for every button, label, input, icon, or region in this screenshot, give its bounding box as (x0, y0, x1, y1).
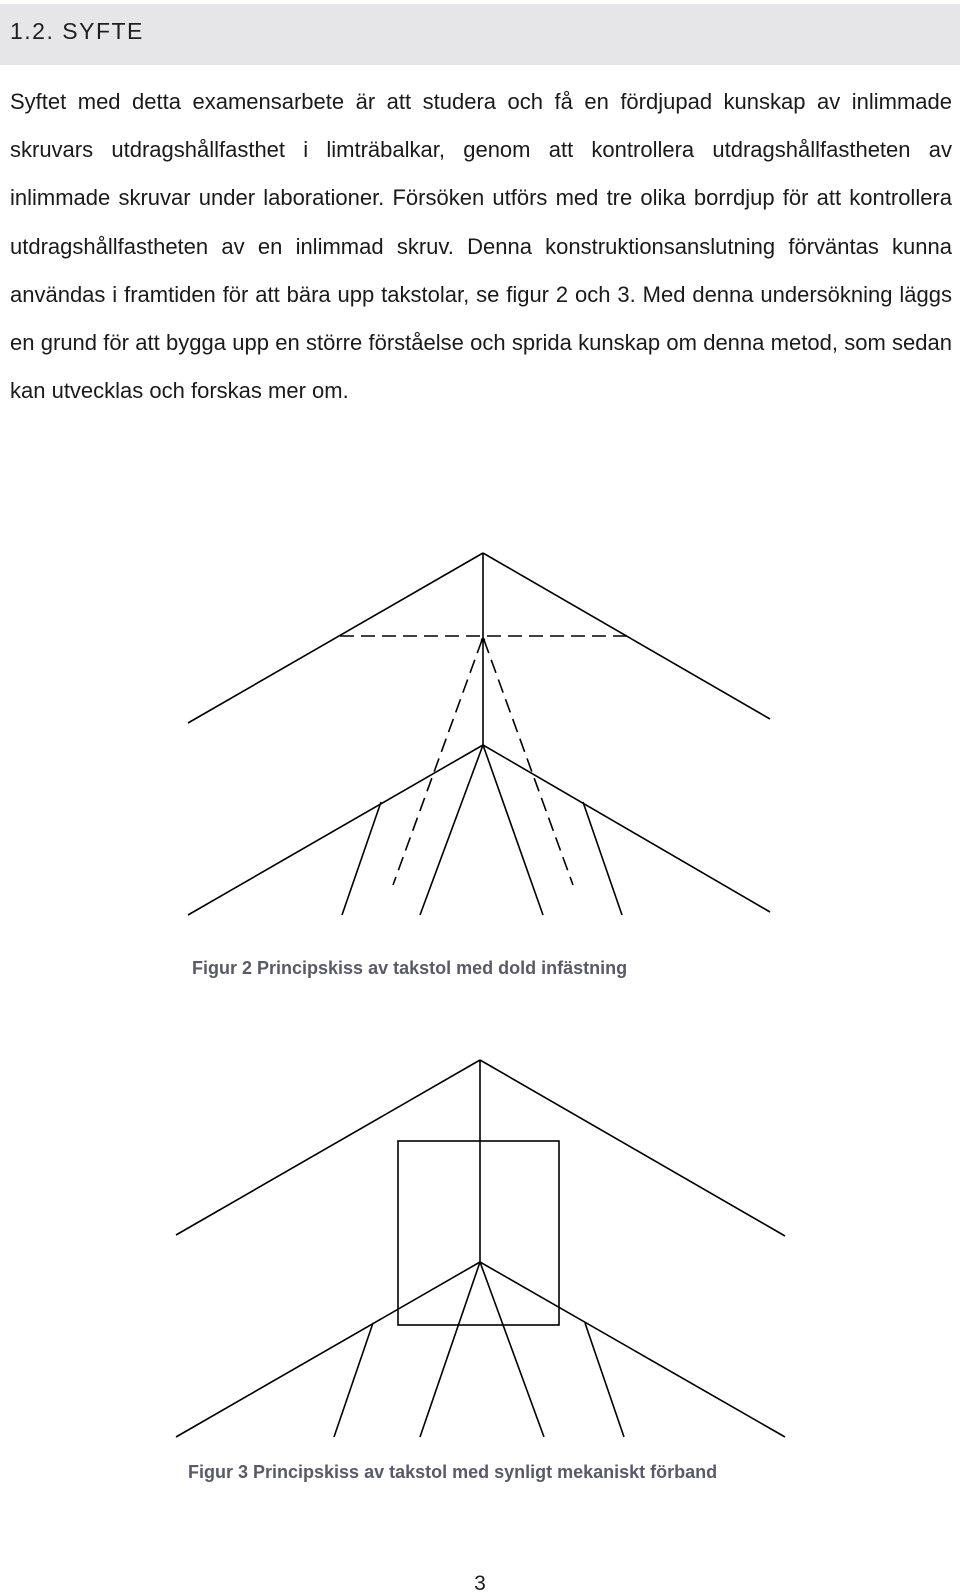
diagonal-inner-left (420, 745, 483, 915)
diagonal-outer-left (342, 802, 381, 915)
section-title: SYFTE (62, 18, 144, 44)
body-paragraph: Syftet med detta examensarbete är att studera och få en fördjupad kunskap av inlimmade skruvars utdragshållfasthet i limträbalkar, genom att kontrollera utdragshållfastheten av inlimmade skruvar under laborationer. Försöken utförs med tre olika borrdjup för att kontrollera utdragshållfastheten av en inlimmad skruv. Denna konstruktionsanslutning förväntas kunna användas i framtiden för att bära upp takstolar, se figur 2 och 3. Med denna undersökning läggs en grund för att bygga upp en större förståelse och sprida kunskap om denna metod, som sedan kan utvecklas och forskas mer om. (10, 89, 952, 404)
diagonal-inner-left (420, 1262, 480, 1437)
figure-3-caption: Figur 3 Principskiss av takstol med synligt mekaniskt förband (188, 1462, 718, 1482)
lower-rafter-right (483, 745, 770, 912)
upper-rafter-right (480, 1060, 785, 1236)
page-number: 3 (474, 1572, 486, 1595)
diagonal-inner-right (480, 1262, 544, 1437)
figure-2-truss-sketch (0, 540, 960, 930)
diagonal-outer-right (583, 802, 622, 915)
hidden-screw-left (393, 640, 482, 885)
section-number: 1.2. (10, 18, 55, 44)
upper-rafter-left (188, 553, 483, 723)
diagonal-outer-right (585, 1323, 624, 1437)
lower-rafter-left (176, 1262, 480, 1437)
hidden-screw-right (484, 640, 573, 885)
lower-rafter-left (188, 745, 483, 915)
diagonal-inner-right (483, 745, 543, 915)
section-heading (10, 18, 144, 45)
lower-rafter-right (480, 1262, 785, 1437)
figure-3-truss-sketch (0, 1050, 960, 1450)
figure-2-caption: Figur 2 Principskiss av takstol med dold infästning (192, 958, 628, 978)
diagonal-outer-left (334, 1323, 373, 1437)
section-heading-bar (0, 4, 960, 65)
mechanical-joint-plate (398, 1141, 559, 1325)
upper-rafter-left (176, 1060, 480, 1235)
